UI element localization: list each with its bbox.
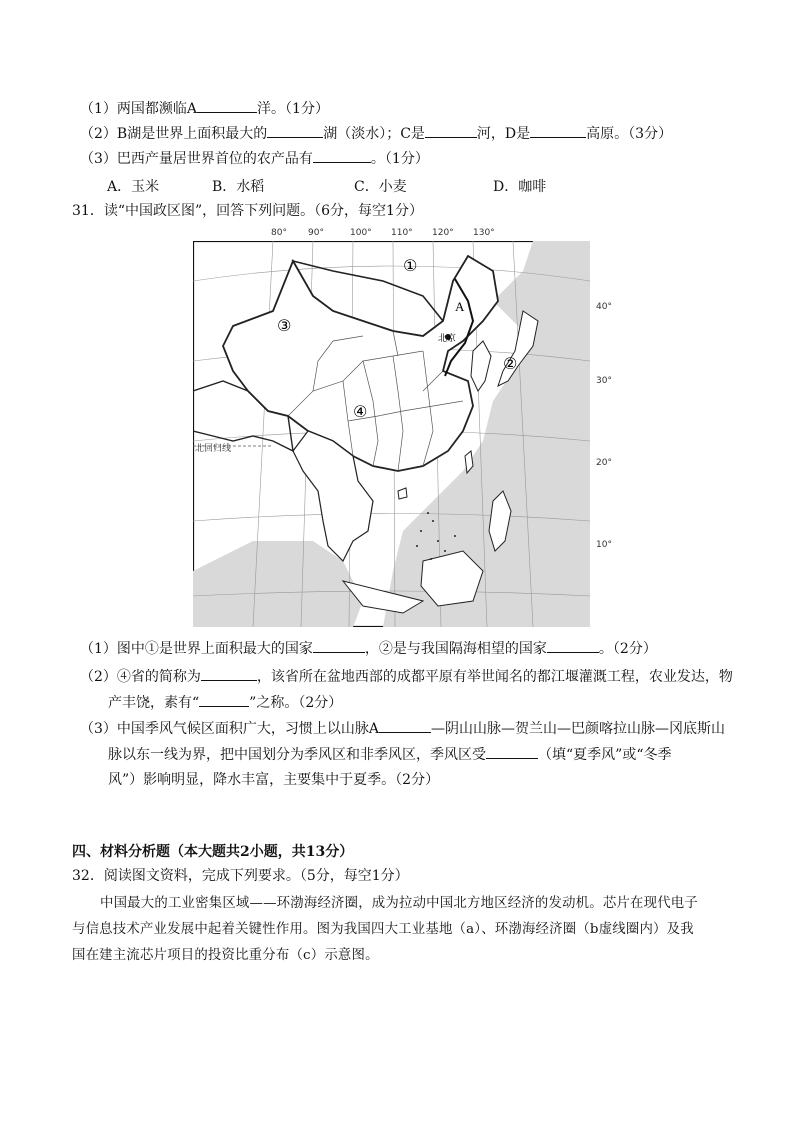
answer-blank[interactable] xyxy=(547,638,599,653)
label-beijing: 北京 xyxy=(438,334,457,344)
q32-paragraph-line: 与信息技术产业发展中起着关键性作用。图为我国四大工业基地（a）、环渤海经济圈（b虚线圈内）及我 xyxy=(72,922,694,937)
answer-blank[interactable] xyxy=(267,123,323,138)
answer-blank[interactable] xyxy=(197,98,257,113)
option-d[interactable]: D．咖啡 xyxy=(493,179,547,195)
lon-label: 100° xyxy=(350,228,372,238)
q32-stem: 32．阅读图文资料，完成下列要求。（5分，每空1分） xyxy=(72,868,409,884)
lat-label: 30° xyxy=(596,376,612,386)
marker-1: ① xyxy=(403,256,418,275)
q30-sub3: （3）巴西产量居世界首位的农产品有 。（1分） xyxy=(80,148,429,169)
q31-sub3-line2: 脉以东一线为界，把中国划分为季风区和非季风区，季风区受 （填“夏季风”或“冬季 xyxy=(108,744,671,765)
q31-sub2-line2: 产丰饶，素有“ ”之称。（2分） xyxy=(108,692,342,713)
answer-blank[interactable] xyxy=(425,123,477,138)
lat-label: 40° xyxy=(596,302,612,312)
q31-sub1: （1）图中①是世界上面积最大的国家 ，②是与我国隔海相望的国家 。（2分） xyxy=(80,638,657,659)
q31-sub3-line3: 风”）影响明显，降水丰富，主要集中于夏季。（2分） xyxy=(108,772,440,788)
marker-2: ② xyxy=(503,354,518,373)
q31-sub3-line1: （3）中国季风气候区面积广大，习惯上以山脉A —阴山山脉—贺兰山—巴颜喀拉山脉—冈底斯山 xyxy=(80,718,725,739)
lon-label: 90° xyxy=(308,228,324,238)
answer-blank[interactable] xyxy=(486,744,538,759)
lon-label: 80° xyxy=(271,228,287,238)
q30-sub2: （2）B湖是世界上面积最大的 湖（淡水）；C是 河，D是 高原。（3分） xyxy=(80,123,672,144)
answer-blank[interactable] xyxy=(199,692,249,707)
lon-label: 130° xyxy=(473,228,495,238)
section-title: 四、材料分析题（本大题共2小题，共13分） xyxy=(72,844,354,860)
answer-blank[interactable] xyxy=(530,123,586,138)
q32-paragraph-line: 国在建主流芯片项目的投资比重分布（c）示意图。 xyxy=(72,948,379,963)
lat-label: 10° xyxy=(596,540,612,550)
lat-label: 20° xyxy=(596,458,612,468)
answer-blank[interactable] xyxy=(379,718,431,733)
q30-sub1: （1）两国都濒临A 洋。（1分） xyxy=(80,98,329,119)
q31-sub2-line1: （2）④省的简称为 ，该省所在盆地西部的成都平原有举世闻名的都江堰灌溉工程，农业发达，物 xyxy=(80,666,733,687)
label-tropic: 北回归线 xyxy=(195,444,232,454)
option-a[interactable]: A．玉米 xyxy=(107,179,160,195)
q32-paragraph-line: 中国最大的工业密集区域——环渤海经济圈，成为拉动中国北方地区经济的发动机。芯片在现代电子 xyxy=(100,896,698,911)
label-a: A xyxy=(455,299,465,314)
answer-blank[interactable] xyxy=(313,638,365,653)
marker-3: ③ xyxy=(277,316,292,335)
option-b[interactable]: B．水稻 xyxy=(212,179,265,195)
marker-4: ④ xyxy=(353,402,368,421)
option-c[interactable]: C．小麦 xyxy=(354,179,407,195)
lon-label: 110° xyxy=(391,228,413,238)
answer-blank[interactable] xyxy=(313,148,371,163)
china-political-map xyxy=(193,241,590,627)
lon-label: 120° xyxy=(432,228,454,238)
answer-blank[interactable] xyxy=(201,666,257,681)
q31-stem: 31．读“中国政区图”，回答下列问题。（6分，每空1分） xyxy=(72,203,423,219)
